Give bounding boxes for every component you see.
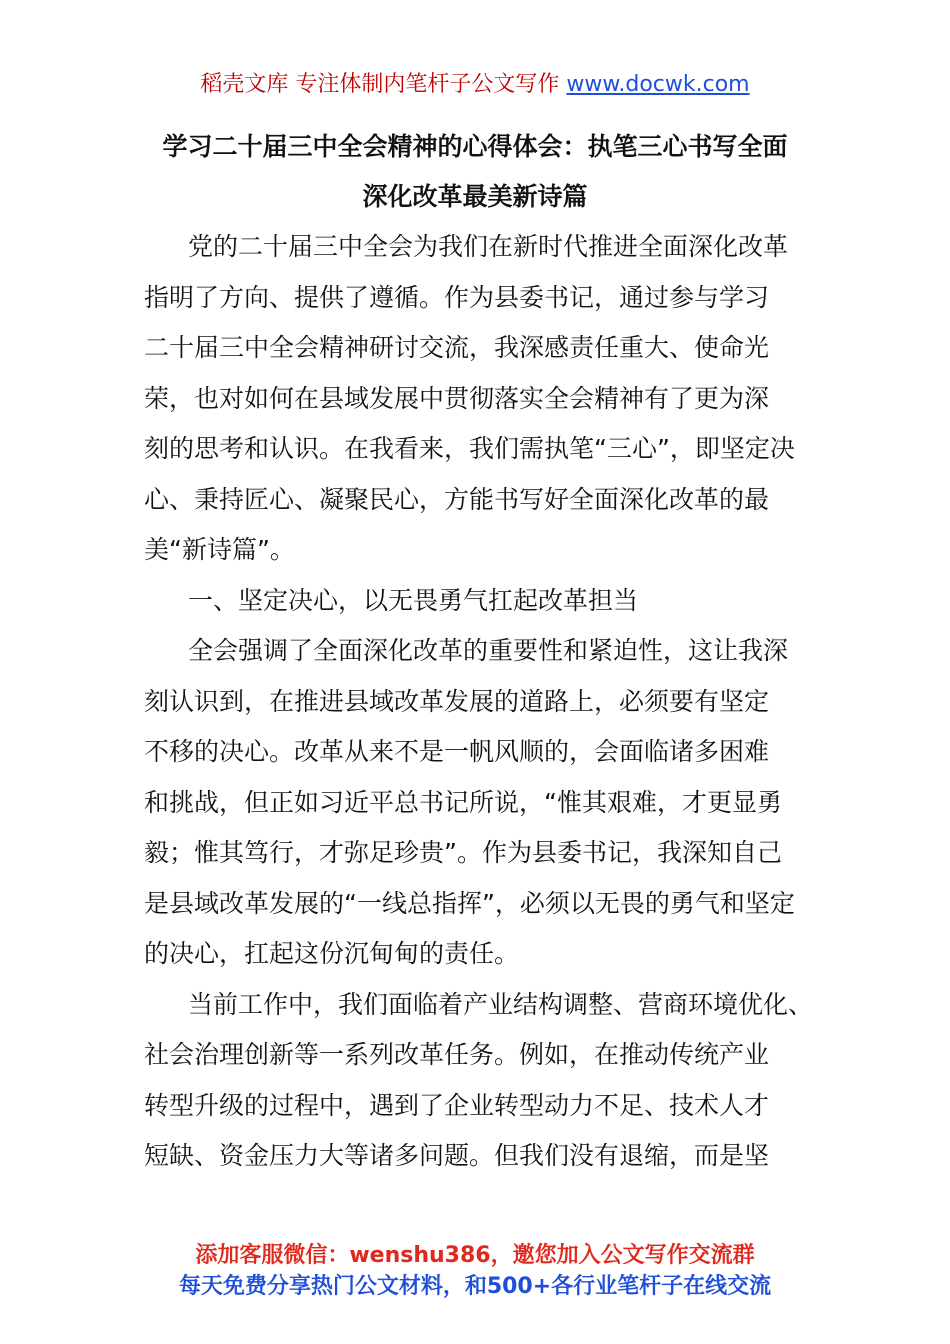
section-heading: 一、坚定决心，以无畏勇气扛起改革担当 [188,585,639,615]
body-line: 社会治理创新等一系列改革任务。例如，在推动传统产业 [144,1040,770,1069]
header-slogan: 稻壳文库 专注体制内笔杆子公文写作 [200,72,567,97]
body-line: 党的二十届三中全会为我们在新时代推进全面深化改革 [188,232,789,261]
body-line: 全会强调了全面深化改革的重要性和紧迫性，这让我深 [188,636,789,665]
body-line: 刻认识到，在推进县域改革发展的道路上，必须要有坚定 [144,686,770,716]
title-line-1: 学习二十届三中全会精神的心得体会：执笔三心书写全面 [162,132,788,161]
body-line: 毅；惟其笃行，才弥足珍贵”。作为县委书记，我深知自己 [144,838,782,867]
body-line: 不移的决心。改革从来不是一帆风顺的，会面临诸多困难 [144,737,770,766]
body-line: 的决心，扛起这份沉甸甸的责任。 [144,939,520,968]
body-line: 短缺、资金压力大等诸多问题。但我们没有退缩，而是坚 [144,1141,770,1170]
body-line: 和挑战，但正如习近平总书记所说，“惟其艰难，才更显勇 [144,787,782,817]
body-line: 当前工作中，我们面临着产业结构调整、营商环境优化、 [188,989,814,1019]
body-line: 指明了方向、提供了遵循。作为县委书记，通过参与学习 [144,282,770,312]
title-line-2: 深化改革最美新诗篇 [362,182,588,211]
body-line: 美“新诗篇”。 [144,535,295,564]
page-footer [0,1240,950,1302]
body-line: 刻的思考和认识。在我看来，我们需执笔“三心”，即坚定决 [144,434,795,463]
body-line: 二十届三中全会精神研讨交流，我深感责任重大、使命光 [144,333,770,362]
footer-wechat-line: 添加客服微信：wenshu386，邀您加入公文写作交流群 [195,1243,755,1268]
footer-share-line: 每天免费分享热门公文材料，和500+各行业笔杆子在线交流 [178,1274,772,1299]
body-line: 心、秉持匠心、凝聚民心，方能书写好全面深化改革的最 [144,484,770,514]
document-body [144,222,824,1182]
body-line: 转型升级的过程中，遇到了企业转型动力不足、技术人才 [144,1090,770,1120]
page-header [0,70,950,100]
body-line: 是县域改革发展的“一线总指挥”，必须以无畏的勇气和坚定 [144,888,795,918]
document-title [60,122,890,222]
body-line: 荣，也对如何在县域发展中贯彻落实全会精神有了更为深 [144,383,770,413]
website-link[interactable]: www.docwk.com [566,72,750,97]
